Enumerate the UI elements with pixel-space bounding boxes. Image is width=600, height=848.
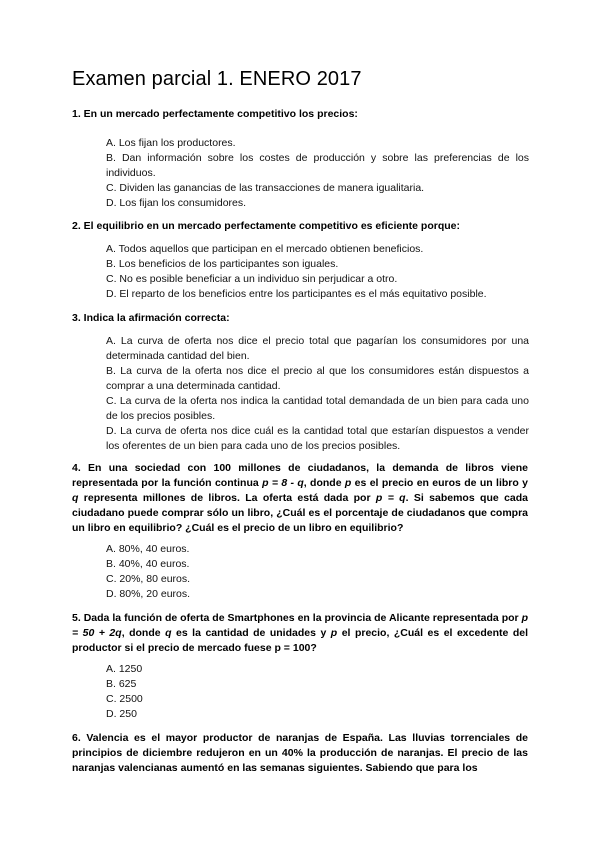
question-2-text: 2. El equilibrio en un mercado perfectamente competitivo es eficiente porque:: [72, 220, 461, 232]
question-2-options: [106, 242, 529, 302]
question-1-options: [106, 136, 529, 211]
question-4-option-d: D. 80%, 20 euros.: [106, 588, 191, 600]
question-1-option-d: D. Los fijan los consumidores.: [106, 197, 247, 209]
question-4-option-b: B. 40%, 40 euros.: [106, 558, 190, 570]
question-2-option-d: D. El reparto de los beneficios entre los participantes es el más equitativo posible.: [106, 288, 487, 300]
page-title: Examen parcial 1. ENERO 2017: [72, 68, 362, 90]
question-3-option-a: A. La curva de oferta nos dice el precio total que pagarían los consumidores por una determinada cantidad del bien.: [106, 335, 529, 362]
supply-function: p = 50 + 2q: [72, 612, 528, 639]
question-3-option-d: D. La curva de oferta nos dice cuál es la cantidad total que estarían dispuestos a vender los oferentes de un bien para cada uno de los precios posibles.: [106, 425, 529, 452]
question-2-option-c: C. No es posible beneficiar a un individuo sin perjudicar a otro.: [106, 273, 398, 285]
question-5-options: [106, 662, 529, 722]
question-4-options: [106, 542, 529, 602]
question-2-option-b: B. Los beneficios de los participantes son iguales.: [106, 258, 339, 270]
question-1-option-b: B. Dan información sobre los costes de producción y sobre las preferencias de los individuos.: [106, 152, 529, 179]
question-1-option-a: A. Los fijan los productores.: [106, 137, 236, 149]
question-1-option-c: C. Dividen las ganancias de las transacciones de manera igualitaria.: [106, 182, 425, 194]
question-2-option-a: A. Todos aquellos que participan en el mercado obtienen beneficios.: [106, 243, 424, 255]
demand-function: p = 8 - q: [262, 477, 304, 489]
question-1-text: 1. En un mercado perfectamente competitivo los precios:: [72, 108, 358, 120]
question-5-option-d: D. 250: [106, 708, 137, 720]
question-3-option-c: C. La curva de la oferta nos indica la cantidad total demandada de un bien para cada uno de los precios posibles.: [106, 395, 529, 422]
question-5-option-b: B. 625: [106, 678, 137, 690]
question-6-text: 6. Valencia es el mayor productor de naranjas de España. Las lluvias torrenciales de principios de diciembre redujeron en un 40% la producción de naranjas. El precio de las naranjas valencianas aumentó en las semanas siguientes. Sabiendo que para los: [72, 732, 528, 774]
question-3-option-b: B. La curva de la oferta nos dice el precio al que los consumidores están dispuestos a comprar a una determinada cantidad.: [106, 365, 529, 392]
question-3-text: 3. Indica la afirmación correcta:: [72, 312, 230, 324]
question-4-option-a: A. 80%, 40 euros.: [106, 543, 190, 555]
supply-function: p = q: [375, 492, 406, 504]
question-5-text: 5. Dada la función de oferta de Smartphones en la provincia de Alicante representada por p = 50 + 2q, donde q es la cantidad de unidades y p el precio, ¿Cuál es el excedente del productor si el precio de mercado fuese p = 100?: [72, 612, 528, 654]
question-4-option-c: C. 20%, 80 euros.: [106, 573, 191, 585]
question-4-text: 4. En una sociedad con 100 millones de ciudadanos, la demanda de libros viene representada por la función continua p = 8 - q, donde p es el precio en euros de un libro y q representa millones de libros. La oferta está dada por p = q. Si sabemos que cada ciudadano puede comprar sólo un libro, ¿Cuál es el porcentaje de ciudadanos que compra un libro en equilibrio? ¿Cuál es el precio de un libro en equilibrio?: [72, 462, 528, 534]
question-5-option-a: A. 1250: [106, 663, 143, 675]
question-3-options: [106, 334, 529, 454]
question-5-option-c: C. 2500: [106, 693, 143, 705]
